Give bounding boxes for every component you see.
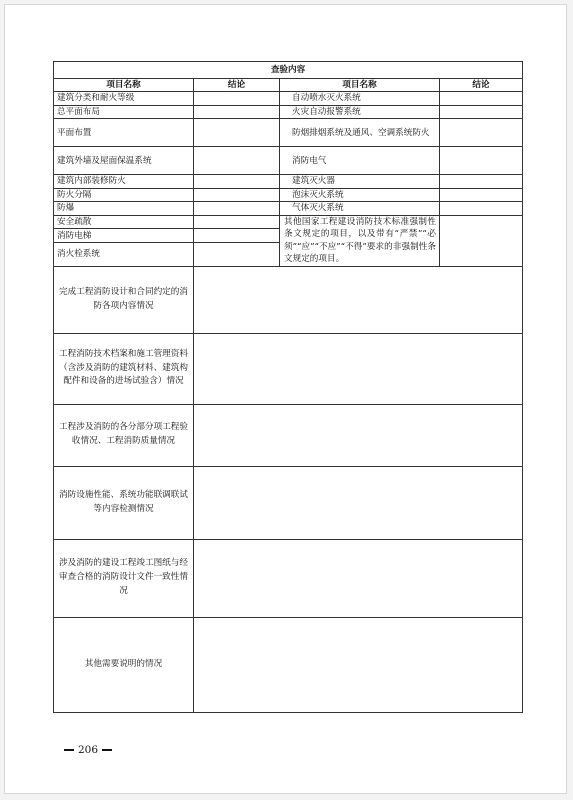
left-item: 防火分隔 (54, 188, 194, 201)
section-content (194, 266, 523, 333)
right-item: 建筑灭火器 (280, 175, 440, 188)
header-conclusion-right: 结论 (440, 79, 523, 92)
right-item: 消防电气 (280, 147, 440, 175)
left-item: 建筑分类和耐火等级 (54, 92, 194, 105)
conclusion-cell (194, 243, 280, 266)
conclusion-cell (440, 188, 523, 201)
section-label: 完成工程消防设计和合同约定的消防各项内容情况 (54, 266, 194, 333)
table-title: 查验内容 (54, 62, 523, 79)
section-content (194, 404, 523, 466)
right-item: 防烟排烟系统及通风、空调系统防火 (280, 119, 440, 147)
left-item: 建筑外墙及屋面保温系统 (54, 147, 194, 175)
section-label: 消防设施性能、系统功能联调联试等内容检测情况 (54, 466, 194, 539)
section-label: 工程涉及消防的各分部分项工程验收情况、工程消防质量情况 (54, 404, 194, 466)
section-label: 其他需要说明的情况 (54, 617, 194, 712)
conclusion-cell (440, 105, 523, 118)
right-item: 泡沫灭火系统 (280, 188, 440, 201)
conclusion-cell (194, 119, 280, 147)
dash-decoration (64, 749, 74, 751)
page-footer (60, 744, 116, 756)
section-label: 工程消防技术档案和施工管理资料（含涉及消防的建筑材料、建筑构配件和设备的进场试验含）情况 (54, 333, 194, 404)
header-item-name-left: 项目名称 (54, 79, 194, 92)
conclusion-cell (440, 175, 523, 188)
section-content (194, 333, 523, 404)
page-number: 206 (78, 744, 99, 756)
conclusion-cell (194, 147, 280, 175)
section-content (194, 539, 523, 617)
conclusion-cell (194, 175, 280, 188)
left-item: 建筑内部装修防火 (54, 175, 194, 188)
left-item: 消火栓系统 (54, 243, 194, 266)
left-item: 消防电梯 (54, 229, 194, 243)
right-item: 火灾自动报警系统 (280, 105, 440, 118)
dash-decoration (102, 749, 112, 751)
conclusion-cell (194, 229, 280, 243)
conclusion-cell (440, 215, 523, 266)
section-label: 涉及消防的建设工程竣工图纸与经审查合格的消防设计文件一致性情况 (54, 539, 194, 617)
section-content (194, 617, 523, 712)
conclusion-cell (440, 202, 523, 215)
right-item: 气体灭火系统 (280, 202, 440, 215)
conclusion-cell (194, 215, 280, 229)
left-item: 总平面布局 (54, 105, 194, 118)
left-item: 平面布置 (54, 119, 194, 147)
conclusion-cell (440, 147, 523, 175)
right-note: 其他国家工程建设消防技术标准强制性条文规定的项目，以及带有“严禁”“必须”“应”“不应”“不得”要求的非强制性条文规定的项目。 (280, 215, 440, 266)
conclusion-cell (440, 92, 523, 105)
left-item: 防爆 (54, 202, 194, 215)
conclusion-cell (194, 188, 280, 201)
left-item: 安全疏散 (54, 215, 194, 229)
right-item: 自动喷水灭火系统 (280, 92, 440, 105)
header-conclusion-left: 结论 (194, 79, 280, 92)
conclusion-cell (194, 202, 280, 215)
inspection-table (53, 61, 523, 713)
conclusion-cell (440, 119, 523, 147)
conclusion-cell (194, 92, 280, 105)
section-content (194, 466, 523, 539)
conclusion-cell (194, 105, 280, 118)
document-page (4, 4, 567, 794)
header-item-name-right: 项目名称 (280, 79, 440, 92)
